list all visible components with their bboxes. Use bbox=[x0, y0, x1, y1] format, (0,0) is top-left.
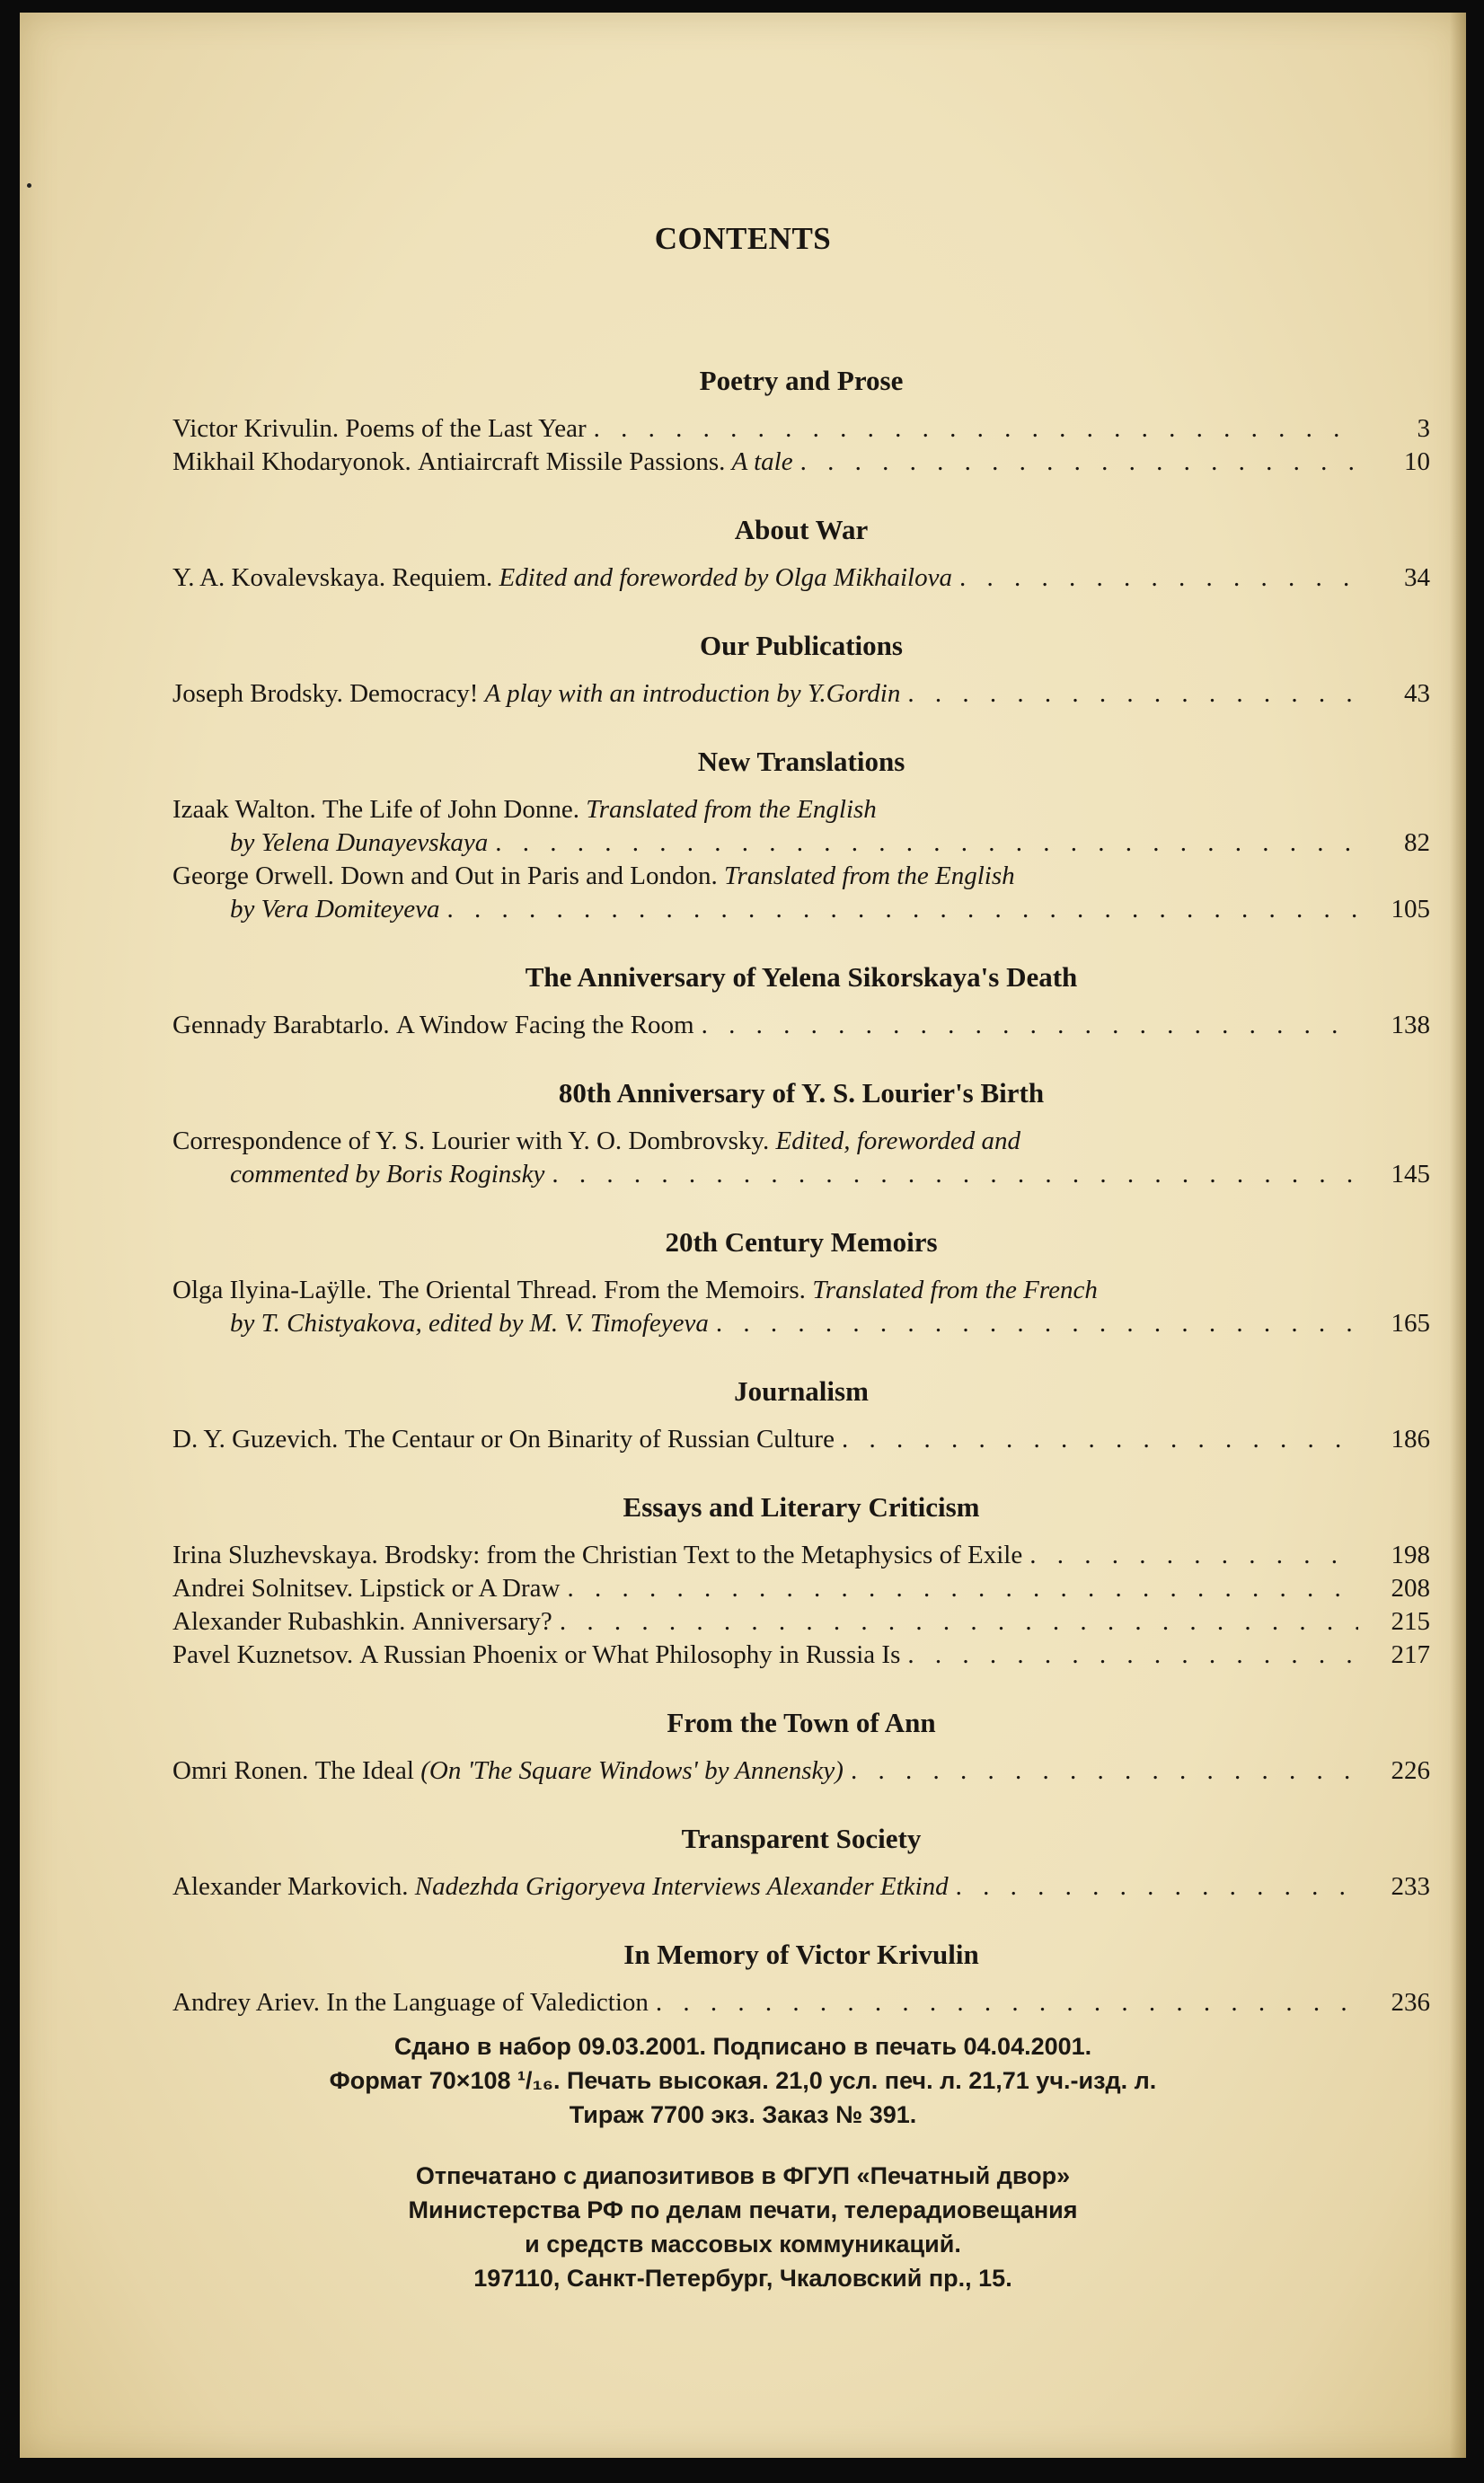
entry-note: Nadezhda Grigoryeva Interviews Alexander Etkind bbox=[414, 1872, 949, 1901]
page-number: 34 bbox=[1404, 563, 1430, 592]
toc-entry[interactable] bbox=[172, 677, 1430, 711]
page-number: 10 bbox=[1404, 447, 1430, 476]
toc-entry[interactable] bbox=[172, 1605, 1430, 1639]
entry-author: George Orwell. bbox=[172, 862, 334, 890]
entry-author: Alexander Rubashkin. bbox=[172, 1607, 406, 1636]
entry-author: Andrey Ariev. bbox=[172, 1988, 321, 2017]
entry-title: Requiem. bbox=[392, 563, 493, 592]
entry-author: Victor Krivulin. bbox=[172, 414, 340, 443]
toc-entry[interactable] bbox=[172, 860, 1430, 926]
imprint-line: Сдано в набор 09.03.2001. Подписано в печать 04.04.2001. bbox=[393, 2033, 1092, 2060]
section-heading: Our Publications bbox=[700, 630, 903, 661]
section-heading: Journalism bbox=[734, 1375, 869, 1407]
entry-author: Irina Sluzhevskaya. bbox=[172, 1541, 378, 1569]
entry-author: Y. A. Kovalevskaya. bbox=[172, 563, 386, 592]
toc-entry[interactable] bbox=[172, 1274, 1430, 1340]
imprint-block bbox=[20, 2029, 1466, 2295]
dot-leader bbox=[842, 1423, 1358, 1456]
dot-leader bbox=[594, 412, 1358, 446]
imprint-line: Тираж 7700 экз. Заказ № 391. bbox=[569, 2101, 917, 2128]
toc-entry[interactable] bbox=[172, 1009, 1430, 1042]
dot-leader bbox=[560, 1605, 1358, 1639]
toc-section bbox=[172, 358, 1430, 479]
section-heading: From the Town of Ann bbox=[667, 1707, 936, 1738]
entry-note: A play with an introduction by Y.Gordin bbox=[484, 679, 901, 708]
toc-section bbox=[172, 1904, 1430, 2019]
entry-author: D. Y. Guzevich. bbox=[172, 1425, 339, 1454]
toc-section bbox=[172, 595, 1430, 711]
toc-section bbox=[172, 1788, 1430, 1904]
page-number: 236 bbox=[1391, 1988, 1430, 2017]
entry-author: Olga Ilyina-Laÿlle. bbox=[172, 1276, 373, 1304]
entry-note-continued: by Yelena Dunayevskaya bbox=[230, 828, 489, 857]
page-number: 165 bbox=[1391, 1309, 1430, 1338]
entry-author: Alexander Markovich. bbox=[172, 1872, 409, 1901]
section-heading: Transparent Society bbox=[681, 1823, 922, 1854]
entry-author: Mikhail Khodaryonok. bbox=[172, 447, 411, 476]
toc-section bbox=[172, 711, 1430, 926]
dot-leader bbox=[907, 677, 1358, 711]
dot-leader bbox=[495, 826, 1358, 860]
dot-leader bbox=[552, 1158, 1358, 1191]
toc-section bbox=[172, 1042, 1430, 1191]
toc-entry[interactable] bbox=[172, 1572, 1430, 1605]
table-of-contents bbox=[172, 358, 1430, 2019]
toc-section bbox=[172, 1456, 1430, 1672]
dot-leader bbox=[800, 446, 1358, 479]
entry-author: Andrei Solnitsev. bbox=[172, 1574, 354, 1603]
entry-title: A Window Facing the Room bbox=[395, 1011, 694, 1039]
toc-entry[interactable] bbox=[172, 412, 1430, 446]
toc-entry[interactable] bbox=[172, 1539, 1430, 1572]
section-heading: 80th Anniversary of Y. S. Lourier's Birth bbox=[558, 1077, 1045, 1109]
page-number: 198 bbox=[1391, 1541, 1430, 1569]
page-number: 138 bbox=[1391, 1011, 1430, 1039]
page-number: 233 bbox=[1391, 1872, 1430, 1901]
section-heading: 20th Century Memoirs bbox=[665, 1226, 938, 1258]
page-number: 208 bbox=[1391, 1574, 1430, 1603]
page-number: 186 bbox=[1391, 1425, 1430, 1454]
entry-note: Edited and foreworded by Olga Mikhailova bbox=[499, 563, 952, 592]
section-heading: Essays and Literary Criticism bbox=[623, 1491, 980, 1523]
entry-title: Brodsky: from the Christian Text to the Metaphysics of Exile bbox=[384, 1541, 1023, 1569]
entry-note: (On 'The Square Windows' by Annensky) bbox=[420, 1756, 844, 1785]
toc-entry[interactable] bbox=[172, 1986, 1430, 2019]
toc-entry[interactable] bbox=[172, 793, 1430, 860]
entry-title: In the Language of Valediction bbox=[326, 1988, 649, 2017]
entry-author: Joseph Brodsky. bbox=[172, 679, 343, 708]
section-heading: New Translations bbox=[697, 746, 905, 777]
dot-leader bbox=[956, 1870, 1358, 1904]
toc-entry[interactable] bbox=[172, 1125, 1430, 1191]
toc-section bbox=[172, 479, 1430, 595]
imprint-line: Формат 70×108 ¹/₁₆. Печать высокая. 21,0 усл. печ. л. 21,71 уч.-изд. л. bbox=[329, 2067, 1157, 2094]
imprint-line: Министерства РФ по делам печати, телерадиовещания bbox=[408, 2196, 1078, 2223]
toc-entry[interactable] bbox=[172, 1423, 1430, 1456]
page-number: 3 bbox=[1417, 414, 1430, 443]
entry-note: Translated from the English bbox=[724, 862, 1015, 890]
toc-section bbox=[172, 1672, 1430, 1788]
dot-leader bbox=[702, 1009, 1358, 1042]
entry-title: A Russian Phoenix or What Philosophy in Russia Is bbox=[359, 1640, 901, 1669]
dot-leader bbox=[959, 561, 1358, 595]
dot-leader bbox=[1029, 1539, 1358, 1572]
toc-section bbox=[172, 1191, 1430, 1340]
entry-author: Gennady Barabtarlo. bbox=[172, 1011, 390, 1039]
entry-author: Pavel Kuznetsov. bbox=[172, 1640, 354, 1669]
entry-note-continued: commented by Boris Roginsky bbox=[230, 1160, 545, 1188]
document-page bbox=[20, 13, 1466, 2458]
dot-leader bbox=[567, 1572, 1358, 1605]
entry-note: Edited, foreworded and bbox=[775, 1127, 1021, 1155]
page-number: 215 bbox=[1391, 1607, 1430, 1636]
toc-entry[interactable] bbox=[172, 446, 1430, 479]
page-number: 105 bbox=[1391, 895, 1430, 923]
imprint-line: и средств массовых коммуникаций. bbox=[525, 2231, 961, 2258]
entry-title: Lipstick or A Draw bbox=[359, 1574, 561, 1603]
dot-leader bbox=[447, 893, 1358, 926]
imprint-line: 197110, Санкт-Петербург, Чкаловский пр., 15. bbox=[473, 2265, 1012, 2292]
toc-entry[interactable] bbox=[172, 1639, 1430, 1672]
entry-title: The Oriental Thread. From the Memoirs. bbox=[378, 1276, 806, 1304]
section-heading: Poetry and Prose bbox=[699, 365, 904, 396]
page-number: 82 bbox=[1404, 828, 1430, 857]
entry-title: Antiaircraft Missile Passions. bbox=[418, 447, 726, 476]
entry-author: Izaak Walton. bbox=[172, 795, 316, 824]
entry-author: Omri Ronen. bbox=[172, 1756, 309, 1785]
entry-note: Translated from the French bbox=[812, 1276, 1098, 1304]
toc-section bbox=[172, 1340, 1430, 1456]
page-number: 217 bbox=[1391, 1640, 1430, 1669]
entry-title: Anniversary? bbox=[411, 1607, 552, 1636]
toc-section bbox=[172, 926, 1430, 1042]
entry-title: The Life of John Donne. bbox=[322, 795, 579, 824]
entry-title: The Ideal bbox=[314, 1756, 414, 1785]
dot-leader bbox=[907, 1639, 1358, 1672]
toc-entry[interactable] bbox=[172, 1870, 1430, 1904]
page-number: 226 bbox=[1391, 1756, 1430, 1785]
entry-title: Democracy! bbox=[349, 679, 479, 708]
entry-note-continued: by Vera Domiteyeva bbox=[230, 895, 440, 923]
speck-mark bbox=[27, 183, 31, 188]
entry-title: Poems of the Last Year bbox=[345, 414, 587, 443]
dot-leader bbox=[656, 1986, 1358, 2019]
entry-title: Down and Out in Paris and London. bbox=[340, 862, 718, 890]
imprint-line: Отпечатано с диапозитивов в ФГУП «Печатный двор» bbox=[415, 2162, 1071, 2189]
section-heading: The Anniversary of Yelena Sikorskaya's Death bbox=[525, 961, 1078, 993]
page-number: 145 bbox=[1391, 1160, 1430, 1188]
entry-note: Translated from the English bbox=[586, 795, 877, 824]
entry-note-continued: by T. Chistyakova, edited by M. V. Timofeyeva bbox=[230, 1309, 709, 1338]
toc-entry[interactable] bbox=[172, 561, 1430, 595]
section-heading: In Memory of Victor Krivulin bbox=[623, 1939, 979, 1970]
toc-entry[interactable] bbox=[172, 1754, 1430, 1788]
entry-author: Correspondence of Y. S. Lourier with Y. O. Dombrovsky. bbox=[172, 1127, 770, 1155]
dot-leader bbox=[851, 1754, 1358, 1788]
entry-title: The Centaur or On Binarity of Russian Culture bbox=[344, 1425, 835, 1454]
entry-note: A tale bbox=[731, 447, 793, 476]
dot-leader bbox=[716, 1307, 1358, 1340]
page-title: CONTENTS bbox=[654, 221, 832, 256]
section-heading: About War bbox=[734, 514, 869, 545]
page-number: 43 bbox=[1404, 679, 1430, 708]
